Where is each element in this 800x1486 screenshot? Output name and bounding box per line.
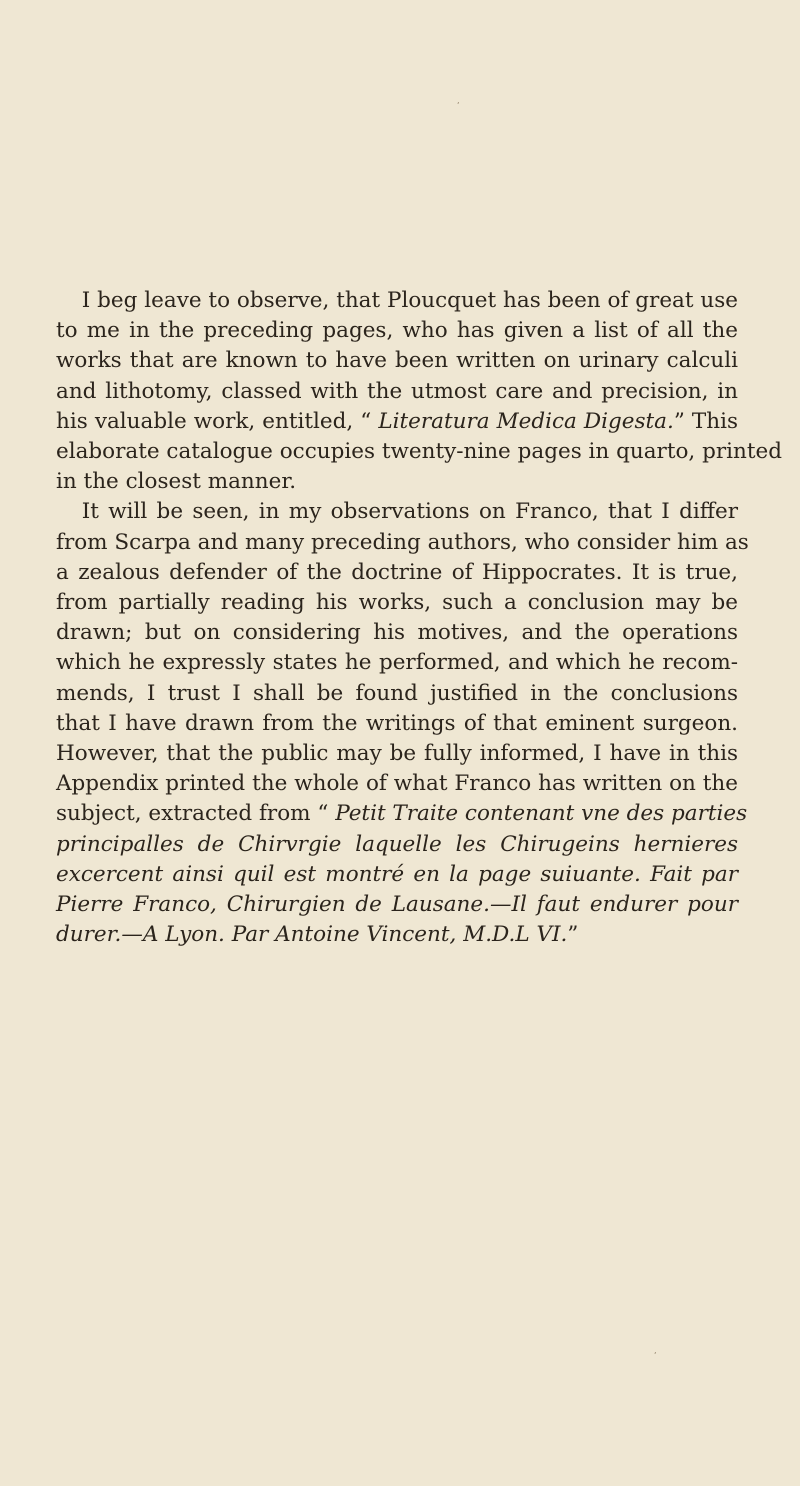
text-line: drawn; but on considering his motives, and the operations xyxy=(56,620,738,646)
text-line: from partially reading his works, such a conclusion may be xyxy=(56,590,738,616)
text-line: elaborate catalogue occupies twenty-nine pages in quarto, printed xyxy=(56,439,782,465)
text-fragment: subject, extracted from “ xyxy=(56,801,336,827)
text-line xyxy=(56,799,748,829)
text-line: to me in the preceding pages, who has given a list of all the xyxy=(56,318,738,344)
text-line: from Scarpa and many preceding authors, who consider him as xyxy=(56,529,749,555)
text-line: However, that the public may be fully informed, I have in this xyxy=(56,741,738,767)
text-line: mends, I trust I shall be found justified in the conclusions xyxy=(56,680,738,706)
text-line xyxy=(56,407,738,437)
scan-speck: , xyxy=(654,1346,657,1355)
book-title-franco: Petit Traite contenant vne des parties xyxy=(335,801,748,827)
book-title-franco-end: durer.—A Lyon. Par Antoine Vincent, M.D.L VI. xyxy=(56,922,568,948)
text-line: in the closest manner. xyxy=(56,469,297,495)
paragraph-franco xyxy=(56,497,749,950)
text-line: works that are known to have been written on urinary calculi xyxy=(56,348,738,374)
text-line: I beg leave to observe, that Ploucquet has been of great use xyxy=(81,288,738,313)
text-fragment: his valuable work, entitled, “ xyxy=(56,408,379,434)
text-line: It will be seen, in my observations on Franco, that I differ xyxy=(81,499,738,525)
text-fragment: ” This xyxy=(673,408,738,434)
text-line: Pierre Franco, Chirurgien de Lausane.—Il faut endurer pour xyxy=(56,892,738,918)
text-line: excercent ainsi quil est montré en la page suiuante. Fait par xyxy=(56,861,738,887)
text-fragment: ” xyxy=(567,922,579,948)
text-line: a zealous defender of the doctrine of Hippocrates. It is true, xyxy=(56,559,738,585)
book-title-literatura: Literatura Medica Digesta. xyxy=(378,408,674,434)
text-line: and lithotomy, classed with the utmost care and precision, in xyxy=(56,378,738,404)
text-line: Appendix printed the whole of what Franco has written on the xyxy=(56,771,738,797)
paragraph-ploucquet xyxy=(56,286,782,497)
scan-speck: , xyxy=(457,96,460,105)
page-body xyxy=(56,286,782,950)
text-line: principalles de Chirvrgie laquelle les Chirugeins hernieres xyxy=(56,831,738,857)
text-line: which he expressly states he performed, and which he recom- xyxy=(56,650,738,676)
text-line xyxy=(56,920,738,950)
text-line: that I have drawn from the writings of that eminent surgeon. xyxy=(56,710,738,736)
